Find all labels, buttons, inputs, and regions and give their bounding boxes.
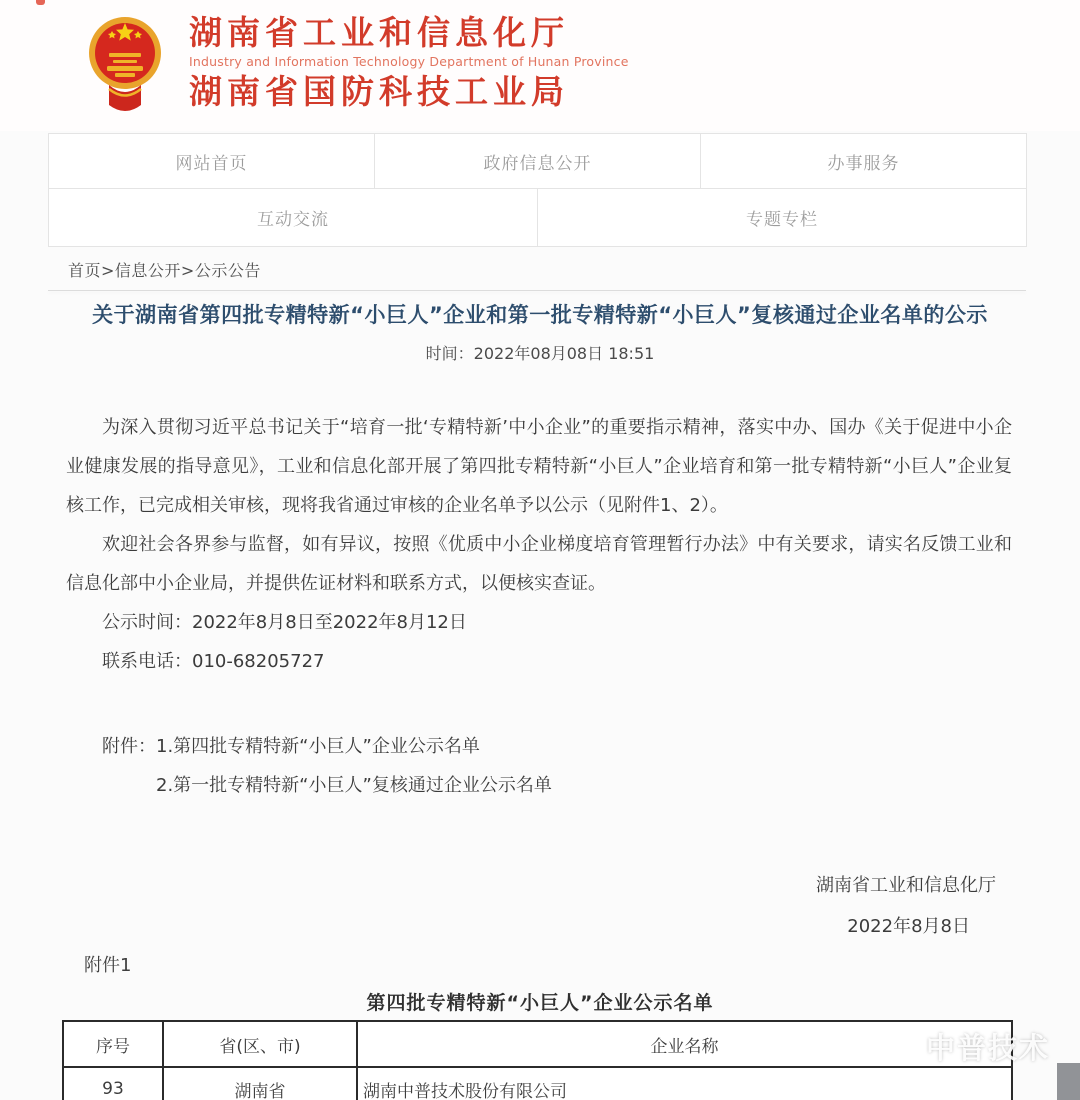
watermark-text: 中普技术 [926,1031,1051,1065]
breadcrumb-divider [48,290,1026,291]
nav-row-1 [49,134,1026,189]
contact-phone-line: 联系电话：010-68205727 [102,651,325,672]
nav-row-2 [49,189,1026,246]
page-title: 关于湖南省第四批专精特新“小巨人”企业和第一批专精特新“小巨人”复核通过企业名单的公示 [92,303,988,327]
article-body [66,408,1012,947]
attachment1-table-title: 第四批专精特新“小巨人”企业公示名单 [366,992,714,1014]
paragraph-1: 为深入贯彻习近平总书记关于“培育一批‘专精特新’中小企业”的重要指示精神，落实中办、国办《关于促进中小企业健康发展的指导意见》，工业和信息化部开展了第四批专精特新“小巨人”企业培育和第一批专精特新“小巨人”企业复核工作，已完成相关审核，现将我省通过审核的企业名单予以公示（见附件1、2）。 [66,417,1012,516]
header-province: 省(区、市) [163,1021,357,1067]
org-title-en: Industry and Information Technology Department of Hunan Province [189,54,629,69]
publish-time: 时间：2022年08月08日 18:51 [425,344,655,363]
header-seq: 序号 [63,1021,163,1067]
nav-item-special-topics[interactable]: 专题专栏 [537,189,1026,246]
attachments-list [66,727,1012,805]
publicity-period-line: 公示时间：2022年8月8日至2022年8月12日 [102,612,467,633]
enterprise-table [62,1020,1013,1100]
national-emblem-icon [88,9,162,117]
table-row [63,1067,1012,1100]
paragraph-2: 欢迎社会各界参与监督，如有异议，按照《优质中小企业梯度培育管理暂行办法》中有关要求，请实名反馈工业和信息化部中小企业局，并提供佐证材料和联系方式，以便核实查证。 [66,534,1012,594]
signature-block [66,865,1012,947]
header-company: 企业名称 [357,1021,1012,1067]
breadcrumb[interactable]: 首页>信息公开>公示公告 [68,261,261,280]
nav-item-services[interactable]: 办事服务 [700,134,1026,188]
signature-date: 2022年8月8日 [847,916,970,937]
org-title-cn-1: 湖南省工业和信息化厅 [189,13,569,52]
cell-company: 湖南中普技术股份有限公司 [357,1067,1012,1100]
cell-province: 湖南省 [163,1067,357,1100]
main-nav [48,133,1027,247]
site-masthead [189,13,629,112]
attachment-item-2: 2.第一批专精特新“小巨人”复核通过企业公示名单 [156,775,552,796]
site-header [0,0,1080,131]
cell-seq: 93 [63,1067,163,1100]
attachment1-label: 附件1 [84,955,132,976]
corner-gray-block [1057,1063,1080,1100]
attachment-item-1: 附件：1.第四批专精特新“小巨人”企业公示名单 [102,736,480,757]
nav-item-site-home[interactable]: 网站首页 [175,153,248,174]
nav-item-gov-info[interactable]: 政府信息公开 [374,134,700,188]
table-header-row [63,1021,1012,1067]
corner-red-mark [36,0,45,5]
signature-org: 湖南省工业和信息化厅 [816,875,996,896]
org-title-cn-2: 湖南省国防科技工业局 [189,72,569,111]
nav-item-interaction[interactable]: 互动交流 [257,210,329,230]
